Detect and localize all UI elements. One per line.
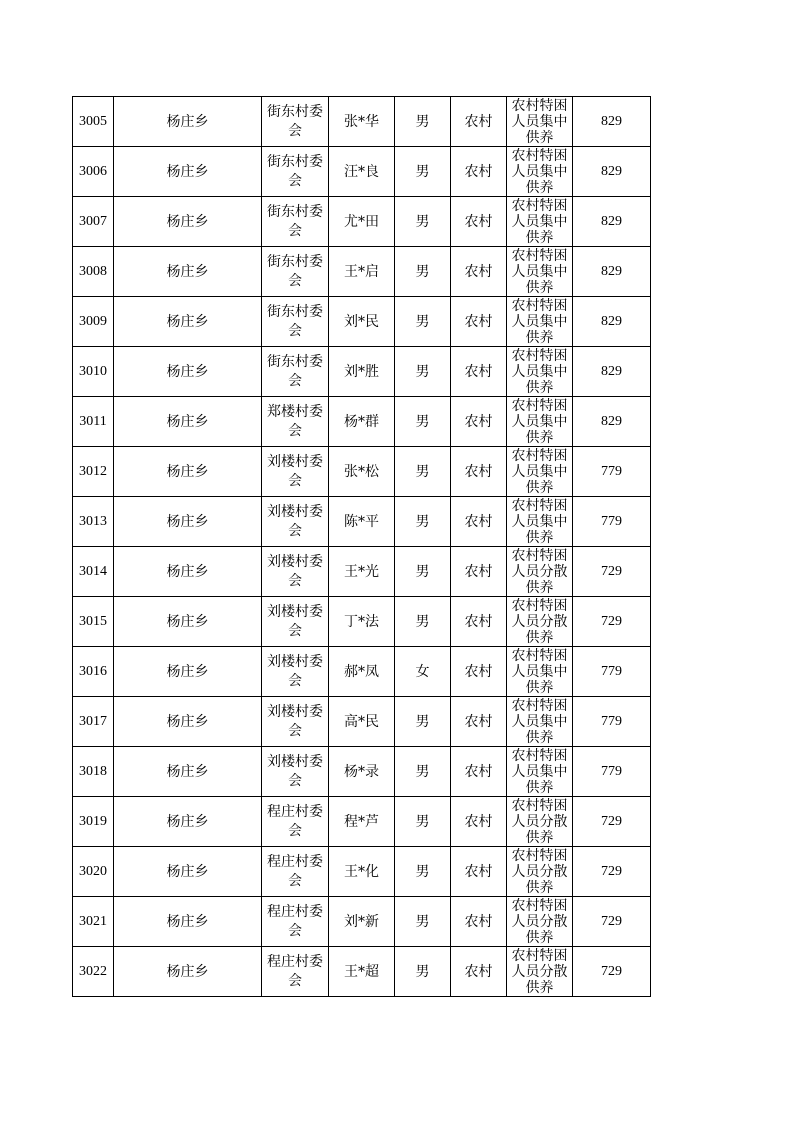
category-cell [507, 697, 573, 747]
category-text: 农村特困人员分散供养 [511, 598, 568, 645]
row-id-cell: 3019 [73, 797, 114, 847]
township-cell: 杨庄乡 [114, 297, 262, 347]
township-cell: 杨庄乡 [114, 947, 262, 997]
name-cell: 刘*民 [329, 297, 395, 347]
township-cell: 杨庄乡 [114, 247, 262, 297]
gender-cell: 男 [395, 297, 451, 347]
township-cell: 杨庄乡 [114, 697, 262, 747]
area-cell: 农村 [451, 847, 507, 897]
township-cell: 杨庄乡 [114, 847, 262, 897]
table-row [73, 897, 651, 947]
category-text: 农村特困人员集中供养 [511, 148, 568, 195]
row-id-cell: 3010 [73, 347, 114, 397]
name-cell: 王*启 [329, 247, 395, 297]
category-text: 农村特困人员集中供养 [511, 348, 568, 395]
row-id-cell: 3007 [73, 197, 114, 247]
row-id-cell: 3009 [73, 297, 114, 347]
village-cell: 程庄村委会 [262, 947, 329, 997]
table-row [73, 647, 651, 697]
category-cell [507, 747, 573, 797]
category-cell [507, 897, 573, 947]
township-cell: 杨庄乡 [114, 497, 262, 547]
area-cell: 农村 [451, 897, 507, 947]
gender-cell: 男 [395, 97, 451, 147]
township-cell: 杨庄乡 [114, 897, 262, 947]
name-cell: 刘*新 [329, 897, 395, 947]
name-cell: 杨*录 [329, 747, 395, 797]
name-cell: 丁*法 [329, 597, 395, 647]
amount-cell: 779 [573, 497, 651, 547]
category-text: 农村特困人员集中供养 [511, 398, 568, 445]
amount-cell: 829 [573, 147, 651, 197]
row-id-cell: 3005 [73, 97, 114, 147]
category-text: 农村特困人员分散供养 [511, 848, 568, 895]
gender-cell: 女 [395, 647, 451, 697]
records-table [72, 96, 651, 997]
area-cell: 农村 [451, 147, 507, 197]
village-cell: 街东村委会 [262, 97, 329, 147]
category-text: 农村特困人员集中供养 [511, 698, 568, 745]
village-cell: 刘楼村委会 [262, 647, 329, 697]
row-id-cell: 3022 [73, 947, 114, 997]
table-row [73, 697, 651, 747]
area-cell: 农村 [451, 547, 507, 597]
area-cell: 农村 [451, 297, 507, 347]
gender-cell: 男 [395, 747, 451, 797]
township-cell: 杨庄乡 [114, 597, 262, 647]
table-row [73, 147, 651, 197]
amount-cell: 829 [573, 197, 651, 247]
village-cell: 刘楼村委会 [262, 597, 329, 647]
table-row [73, 247, 651, 297]
category-cell [507, 647, 573, 697]
row-id-cell: 3011 [73, 397, 114, 447]
gender-cell: 男 [395, 147, 451, 197]
category-cell [507, 147, 573, 197]
amount-cell: 829 [573, 297, 651, 347]
amount-cell: 729 [573, 597, 651, 647]
amount-cell: 829 [573, 247, 651, 297]
category-cell [507, 847, 573, 897]
category-cell [507, 447, 573, 497]
name-cell: 张*华 [329, 97, 395, 147]
row-id-cell: 3008 [73, 247, 114, 297]
village-cell: 程庄村委会 [262, 897, 329, 947]
area-cell: 农村 [451, 947, 507, 997]
category-cell [507, 397, 573, 447]
category-text: 农村特困人员集中供养 [511, 248, 568, 295]
category-text: 农村特困人员集中供养 [511, 648, 568, 695]
category-text: 农村特困人员分散供养 [511, 548, 568, 595]
name-cell: 王*化 [329, 847, 395, 897]
row-id-cell: 3021 [73, 897, 114, 947]
amount-cell: 779 [573, 447, 651, 497]
township-cell: 杨庄乡 [114, 747, 262, 797]
village-cell: 刘楼村委会 [262, 497, 329, 547]
area-cell: 农村 [451, 397, 507, 447]
table-row [73, 347, 651, 397]
category-cell [507, 197, 573, 247]
township-cell: 杨庄乡 [114, 197, 262, 247]
category-text: 农村特困人员集中供养 [511, 748, 568, 795]
name-cell: 汪*良 [329, 147, 395, 197]
table-row [73, 297, 651, 347]
row-id-cell: 3014 [73, 547, 114, 597]
gender-cell: 男 [395, 797, 451, 847]
township-cell: 杨庄乡 [114, 647, 262, 697]
area-cell: 农村 [451, 697, 507, 747]
village-cell: 街东村委会 [262, 247, 329, 297]
category-text: 农村特困人员集中供养 [511, 98, 568, 145]
amount-cell: 729 [573, 897, 651, 947]
table-body [73, 97, 651, 997]
township-cell: 杨庄乡 [114, 447, 262, 497]
gender-cell: 男 [395, 197, 451, 247]
gender-cell: 男 [395, 697, 451, 747]
amount-cell: 829 [573, 397, 651, 447]
category-text: 农村特困人员分散供养 [511, 898, 568, 945]
row-id-cell: 3016 [73, 647, 114, 697]
amount-cell: 829 [573, 347, 651, 397]
table-row [73, 847, 651, 897]
gender-cell: 男 [395, 597, 451, 647]
name-cell: 张*松 [329, 447, 395, 497]
category-cell [507, 797, 573, 847]
category-text: 农村特困人员分散供养 [511, 948, 568, 995]
name-cell: 杨*群 [329, 397, 395, 447]
area-cell: 农村 [451, 97, 507, 147]
name-cell: 陈*平 [329, 497, 395, 547]
township-cell: 杨庄乡 [114, 797, 262, 847]
table-row [73, 747, 651, 797]
township-cell: 杨庄乡 [114, 397, 262, 447]
village-cell: 刘楼村委会 [262, 697, 329, 747]
village-cell: 刘楼村委会 [262, 747, 329, 797]
table-row [73, 547, 651, 597]
gender-cell: 男 [395, 397, 451, 447]
amount-cell: 779 [573, 697, 651, 747]
table-row [73, 397, 651, 447]
amount-cell: 729 [573, 847, 651, 897]
table-row [73, 797, 651, 847]
area-cell: 农村 [451, 247, 507, 297]
name-cell: 刘*胜 [329, 347, 395, 397]
amount-cell: 729 [573, 547, 651, 597]
area-cell: 农村 [451, 497, 507, 547]
row-id-cell: 3012 [73, 447, 114, 497]
name-cell: 高*民 [329, 697, 395, 747]
township-cell: 杨庄乡 [114, 147, 262, 197]
category-cell [507, 947, 573, 997]
row-id-cell: 3020 [73, 847, 114, 897]
gender-cell: 男 [395, 547, 451, 597]
category-cell [507, 97, 573, 147]
category-text: 农村特困人员集中供养 [511, 448, 568, 495]
name-cell: 王*超 [329, 947, 395, 997]
area-cell: 农村 [451, 797, 507, 847]
gender-cell: 男 [395, 947, 451, 997]
gender-cell: 男 [395, 347, 451, 397]
category-cell [507, 347, 573, 397]
amount-cell: 729 [573, 797, 651, 847]
table-row [73, 497, 651, 547]
gender-cell: 男 [395, 247, 451, 297]
category-text: 农村特困人员集中供养 [511, 298, 568, 345]
category-cell [507, 597, 573, 647]
table-row [73, 447, 651, 497]
category-text: 农村特困人员集中供养 [511, 498, 568, 545]
table-row [73, 947, 651, 997]
row-id-cell: 3015 [73, 597, 114, 647]
category-cell [507, 547, 573, 597]
category-cell [507, 247, 573, 297]
village-cell: 街东村委会 [262, 297, 329, 347]
amount-cell: 829 [573, 97, 651, 147]
name-cell: 程*芦 [329, 797, 395, 847]
township-cell: 杨庄乡 [114, 347, 262, 397]
category-cell [507, 297, 573, 347]
name-cell: 尤*田 [329, 197, 395, 247]
area-cell: 农村 [451, 747, 507, 797]
gender-cell: 男 [395, 497, 451, 547]
row-id-cell: 3006 [73, 147, 114, 197]
village-cell: 刘楼村委会 [262, 447, 329, 497]
row-id-cell: 3018 [73, 747, 114, 797]
table-row [73, 597, 651, 647]
area-cell: 农村 [451, 197, 507, 247]
gender-cell: 男 [395, 447, 451, 497]
village-cell: 郑楼村委会 [262, 397, 329, 447]
category-text: 农村特困人员分散供养 [511, 798, 568, 845]
records-sheet [72, 96, 651, 997]
village-cell: 街东村委会 [262, 147, 329, 197]
table-row [73, 97, 651, 147]
row-id-cell: 3013 [73, 497, 114, 547]
gender-cell: 男 [395, 847, 451, 897]
amount-cell: 779 [573, 747, 651, 797]
amount-cell: 729 [573, 947, 651, 997]
area-cell: 农村 [451, 347, 507, 397]
amount-cell: 779 [573, 647, 651, 697]
name-cell: 王*光 [329, 547, 395, 597]
table-row [73, 197, 651, 247]
township-cell: 杨庄乡 [114, 97, 262, 147]
village-cell: 街东村委会 [262, 197, 329, 247]
gender-cell: 男 [395, 897, 451, 947]
category-cell [507, 497, 573, 547]
row-id-cell: 3017 [73, 697, 114, 747]
area-cell: 农村 [451, 597, 507, 647]
village-cell: 程庄村委会 [262, 797, 329, 847]
area-cell: 农村 [451, 447, 507, 497]
village-cell: 程庄村委会 [262, 847, 329, 897]
area-cell: 农村 [451, 647, 507, 697]
name-cell: 郝*凤 [329, 647, 395, 697]
township-cell: 杨庄乡 [114, 547, 262, 597]
category-text: 农村特困人员集中供养 [511, 198, 568, 245]
village-cell: 街东村委会 [262, 347, 329, 397]
village-cell: 刘楼村委会 [262, 547, 329, 597]
